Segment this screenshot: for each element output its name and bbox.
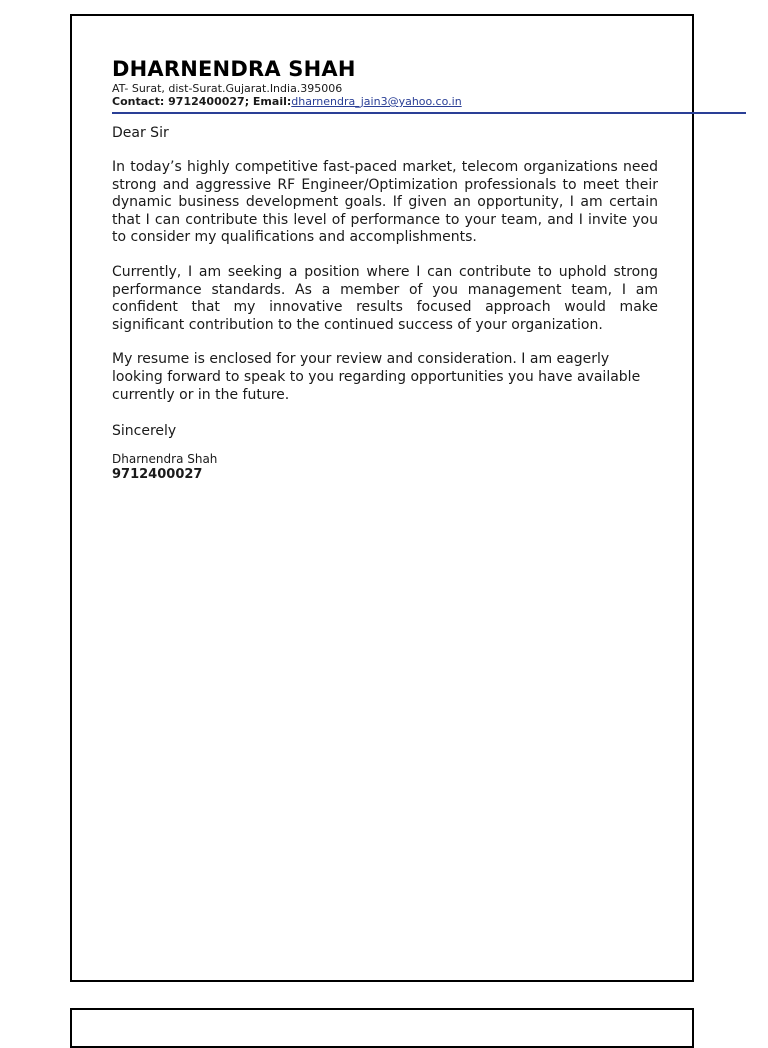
document-page-next	[70, 1008, 694, 1048]
sender-address: AT- Surat, dist-Surat.Gujarat.India.395006	[112, 82, 343, 95]
contact-phone: : 9712400027; Email:	[159, 95, 292, 108]
contact-label: Contact	[112, 95, 160, 108]
salutation: Dear Sir	[112, 125, 169, 141]
paragraph-resume: My resume is enclosed for your review and consideration. I am eagerly looking forward to speak to you regarding opportunities you have available currently or in the future.	[112, 351, 641, 403]
sender-name: DHARNENDRA SHAH	[112, 57, 356, 81]
sender-contact	[112, 95, 658, 108]
signature-phone: 9712400027	[112, 467, 203, 483]
email-link[interactable]: dharnendra_jain3@yahoo.co.in	[291, 95, 462, 108]
paragraph-current: Currently, I am seeking a position where I can contribute to uphold strong performance standards. As a member of you management team, I am confident that my innovative results focused approach would make significant contribution to the continued success of your organization.	[112, 263, 658, 333]
paragraph-intro: In today’s highly competitive fast-paced market, telecom organizations need strong and aggressive RF Engineer/Optimization professionals to meet their dynamic business development goals. If given an opportunity, I am certain that I can contribute this level of performance to your team, and I invite you to consider my qualifications and accomplishments.	[112, 159, 658, 246]
closing: Sincerely	[112, 423, 177, 440]
signature-name: Dharnendra Shah	[112, 452, 218, 467]
letter-body	[112, 56, 658, 483]
